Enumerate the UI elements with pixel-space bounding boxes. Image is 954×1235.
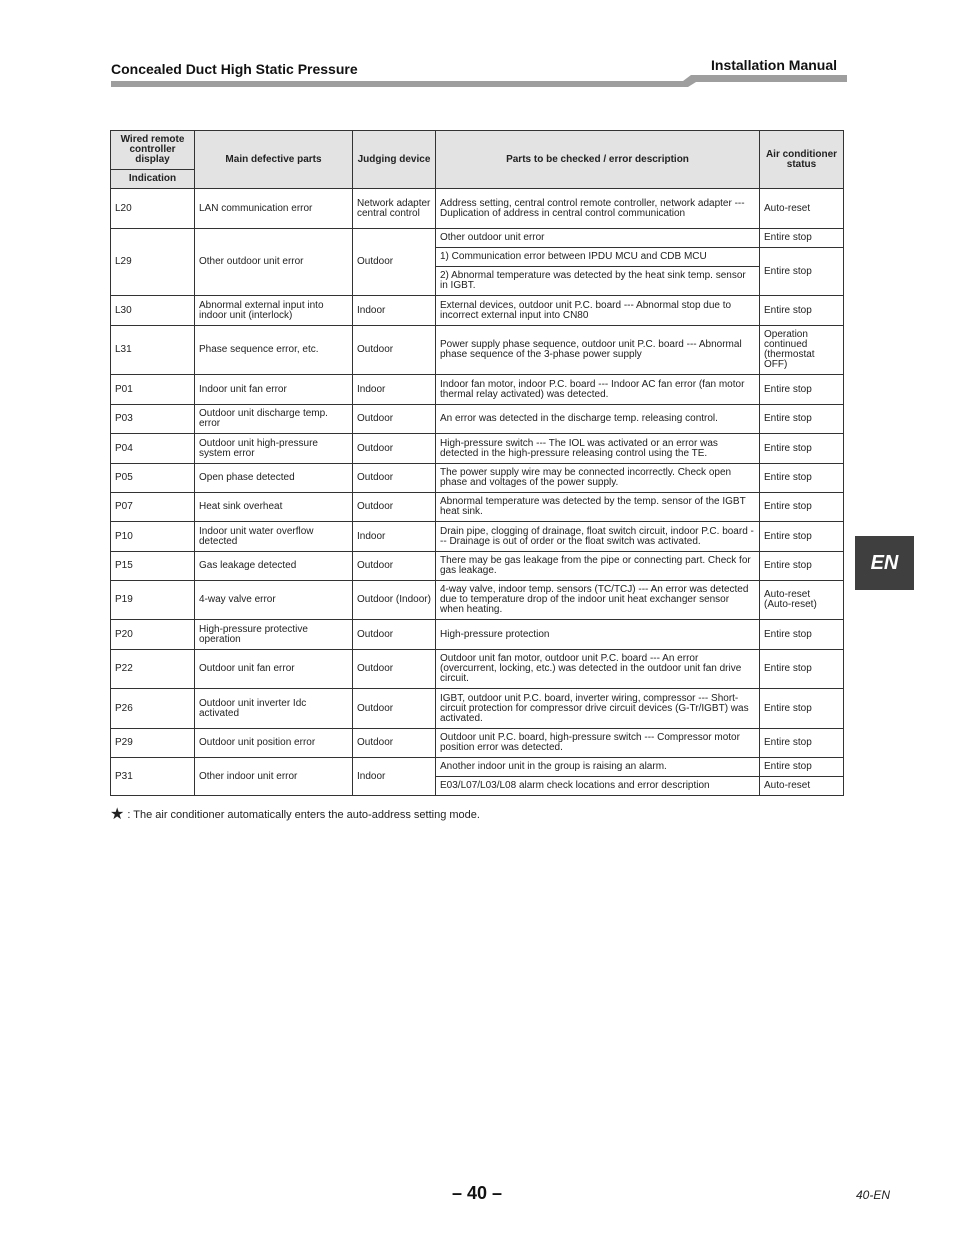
check-description: Other outdoor unit error xyxy=(436,229,760,248)
check-description: 1) Communication error between IPDU MCU and CDB MCU xyxy=(436,248,760,267)
defective-part: LAN communication error xyxy=(195,189,353,229)
unit-status: Entire stop xyxy=(760,248,844,296)
unit-status: Entire stop xyxy=(760,493,844,522)
table-row xyxy=(111,689,844,729)
header-device: Judging device xyxy=(353,131,436,189)
check-description: High-pressure switch --- The IOL was activated or an error was detected in the high-pressure releasing control using the TE. xyxy=(436,434,760,464)
check-description: 2) Abnormal temperature was detected by the heat sink temp. sensor in IGBT. xyxy=(436,267,760,296)
unit-status: Entire stop xyxy=(760,464,844,493)
error-code: P29 xyxy=(111,729,195,758)
unit-status: Entire stop xyxy=(760,758,844,777)
language-tab: EN xyxy=(855,536,914,590)
judging-device: Indoor xyxy=(353,375,436,405)
check-description: An error was detected in the discharge temp. releasing control. xyxy=(436,405,760,434)
table-row xyxy=(111,729,844,758)
defective-part: Other outdoor unit error xyxy=(195,229,353,296)
table-row xyxy=(111,493,844,522)
table-row xyxy=(111,434,844,464)
unit-status: Entire stop xyxy=(760,375,844,405)
judging-device: Outdoor xyxy=(353,493,436,522)
error-code: P26 xyxy=(111,689,195,729)
error-code: P04 xyxy=(111,434,195,464)
table-row xyxy=(111,405,844,434)
defective-part: 4-way valve error xyxy=(195,581,353,620)
table-row xyxy=(111,758,844,777)
judging-device: Outdoor xyxy=(353,405,436,434)
check-description: E03/L07/L03/L08 alarm check locations and error description xyxy=(436,777,760,796)
unit-status: Entire stop xyxy=(760,689,844,729)
header-check: Parts to be checked / error description xyxy=(436,131,760,189)
table-row xyxy=(111,326,844,375)
judging-device: Outdoor xyxy=(353,229,436,296)
check-description: Drain pipe, clogging of drainage, float switch circuit, indoor P.C. board --- Drainage is out of order or the float switch was activated. xyxy=(436,522,760,552)
header-left-title: Concealed Duct High Static Pressure xyxy=(111,61,358,77)
error-code: L30 xyxy=(111,296,195,326)
judging-device: Outdoor xyxy=(353,464,436,493)
defective-part: Indoor unit water overflow detected xyxy=(195,522,353,552)
defective-part: Indoor unit fan error xyxy=(195,375,353,405)
header-parts: Main defective parts xyxy=(195,131,353,189)
table-row xyxy=(111,620,844,650)
judging-device: Network adapter central control xyxy=(353,189,436,229)
error-code: P05 xyxy=(111,464,195,493)
defective-part: Outdoor unit position error xyxy=(195,729,353,758)
table-row xyxy=(111,522,844,552)
page-code: 40-EN xyxy=(856,1188,891,1202)
error-code: P19 xyxy=(111,581,195,620)
defective-part: Open phase detected xyxy=(195,464,353,493)
judging-device: Indoor xyxy=(353,296,436,326)
check-description: External devices, outdoor unit P.C. board --- Abnormal stop due to incorrect external input into CN80 xyxy=(436,296,760,326)
error-code: P03 xyxy=(111,405,195,434)
unit-status: Entire stop xyxy=(760,729,844,758)
check-description: Power supply phase sequence, outdoor unit P.C. board --- Abnormal phase sequence of the 3-phase power supply xyxy=(436,326,760,375)
error-code: P20 xyxy=(111,620,195,650)
unit-status: Auto-reset (Auto-reset) xyxy=(760,581,844,620)
judging-device: Outdoor xyxy=(353,729,436,758)
defective-part: Heat sink overheat xyxy=(195,493,353,522)
check-description: Outdoor unit fan motor, outdoor unit P.C. board --- An error (overcurrent, locking, etc.) was detected in the outdoor unit fan drive circuit. xyxy=(436,650,760,689)
header-bar xyxy=(111,75,847,87)
judging-device: Outdoor (Indoor) xyxy=(353,581,436,620)
check-description: IGBT, outdoor unit P.C. board, inverter wiring, compressor --- Short-circuit protection for compressor drive circuit devices (G-Tr/IGBT) was activated. xyxy=(436,689,760,729)
judging-device: Outdoor xyxy=(353,552,436,581)
table-row xyxy=(111,229,844,248)
header-right-title: Installation Manual xyxy=(711,57,838,73)
header-status: Air conditioner status xyxy=(760,131,844,189)
check-description: High-pressure protection xyxy=(436,620,760,650)
defective-part: Outdoor unit discharge temp. error xyxy=(195,405,353,434)
check-description: Outdoor unit P.C. board, high-pressure switch --- Compressor motor position error was detected. xyxy=(436,729,760,758)
table-row xyxy=(111,375,844,405)
unit-status: Auto-reset xyxy=(760,777,844,796)
defective-part: Abnormal external input into indoor unit (interlock) xyxy=(195,296,353,326)
judging-device: Indoor xyxy=(353,522,436,552)
footnote-text: : The air conditioner automatically enters the auto-address setting mode. xyxy=(127,809,480,821)
header-indication: Indication xyxy=(111,170,195,189)
star-icon: ★ xyxy=(110,806,125,823)
error-code: P15 xyxy=(111,552,195,581)
check-description: The power supply wire may be connected incorrectly. Check open phase and voltages of the power supply. xyxy=(436,464,760,493)
judging-device: Outdoor xyxy=(353,326,436,375)
error-code: P31 xyxy=(111,758,195,796)
judging-device: Outdoor xyxy=(353,650,436,689)
unit-status: Entire stop xyxy=(760,650,844,689)
defective-part: High-pressure protective operation xyxy=(195,620,353,650)
judging-device: Indoor xyxy=(353,758,436,796)
unit-status: Entire stop xyxy=(760,434,844,464)
error-code: L20 xyxy=(111,189,195,229)
unit-status: Entire stop xyxy=(760,522,844,552)
defective-part: Outdoor unit fan error xyxy=(195,650,353,689)
unit-status: Entire stop xyxy=(760,405,844,434)
table-row xyxy=(111,650,844,689)
unit-status: Entire stop xyxy=(760,620,844,650)
check-description: There may be gas leakage from the pipe or connecting part. Check for gas leakage. xyxy=(436,552,760,581)
defective-part: Outdoor unit high-pressure system error xyxy=(195,434,353,464)
page-number: – 40 – xyxy=(451,1183,503,1203)
unit-status: Entire stop xyxy=(760,552,844,581)
error-code-table xyxy=(110,130,844,796)
table-row xyxy=(111,189,844,229)
judging-device: Outdoor xyxy=(353,620,436,650)
check-description: Another indoor unit in the group is raising an alarm. xyxy=(436,758,760,777)
unit-status: Entire stop xyxy=(760,296,844,326)
error-code: P22 xyxy=(111,650,195,689)
defective-part: Phase sequence error, etc. xyxy=(195,326,353,375)
footnote xyxy=(110,808,480,822)
unit-status: Auto-reset xyxy=(760,189,844,229)
error-code: L29 xyxy=(111,229,195,296)
check-description: Indoor fan motor, indoor P.C. board --- Indoor AC fan error (fan motor thermal relay activated) was detected. xyxy=(436,375,760,405)
defective-part: Other indoor unit error xyxy=(195,758,353,796)
table-row xyxy=(111,296,844,326)
unit-status: Operation continued (thermostat OFF) xyxy=(760,326,844,375)
error-code: P01 xyxy=(111,375,195,405)
check-description: 4-way valve, indoor temp. sensors (TC/TCJ) --- An error was detected due to temperature drop of the indoor unit heat exchanger sensor when heating. xyxy=(436,581,760,620)
table-row xyxy=(111,552,844,581)
table-row xyxy=(111,464,844,493)
table-row xyxy=(111,581,844,620)
defective-part: Outdoor unit inverter Idc activated xyxy=(195,689,353,729)
defective-part: Gas leakage detected xyxy=(195,552,353,581)
judging-device: Outdoor xyxy=(353,689,436,729)
error-code: P10 xyxy=(111,522,195,552)
judging-device: Outdoor xyxy=(353,434,436,464)
check-description: Abnormal temperature was detected by the temp. sensor of the IGBT heat sink. xyxy=(436,493,760,522)
error-code: L31 xyxy=(111,326,195,375)
header-display: Wired remote controller display xyxy=(111,131,195,170)
error-code: P07 xyxy=(111,493,195,522)
check-description: Address setting, central control remote controller, network adapter --- Duplication of address in central control communication xyxy=(436,189,760,229)
unit-status: Entire stop xyxy=(760,229,844,248)
